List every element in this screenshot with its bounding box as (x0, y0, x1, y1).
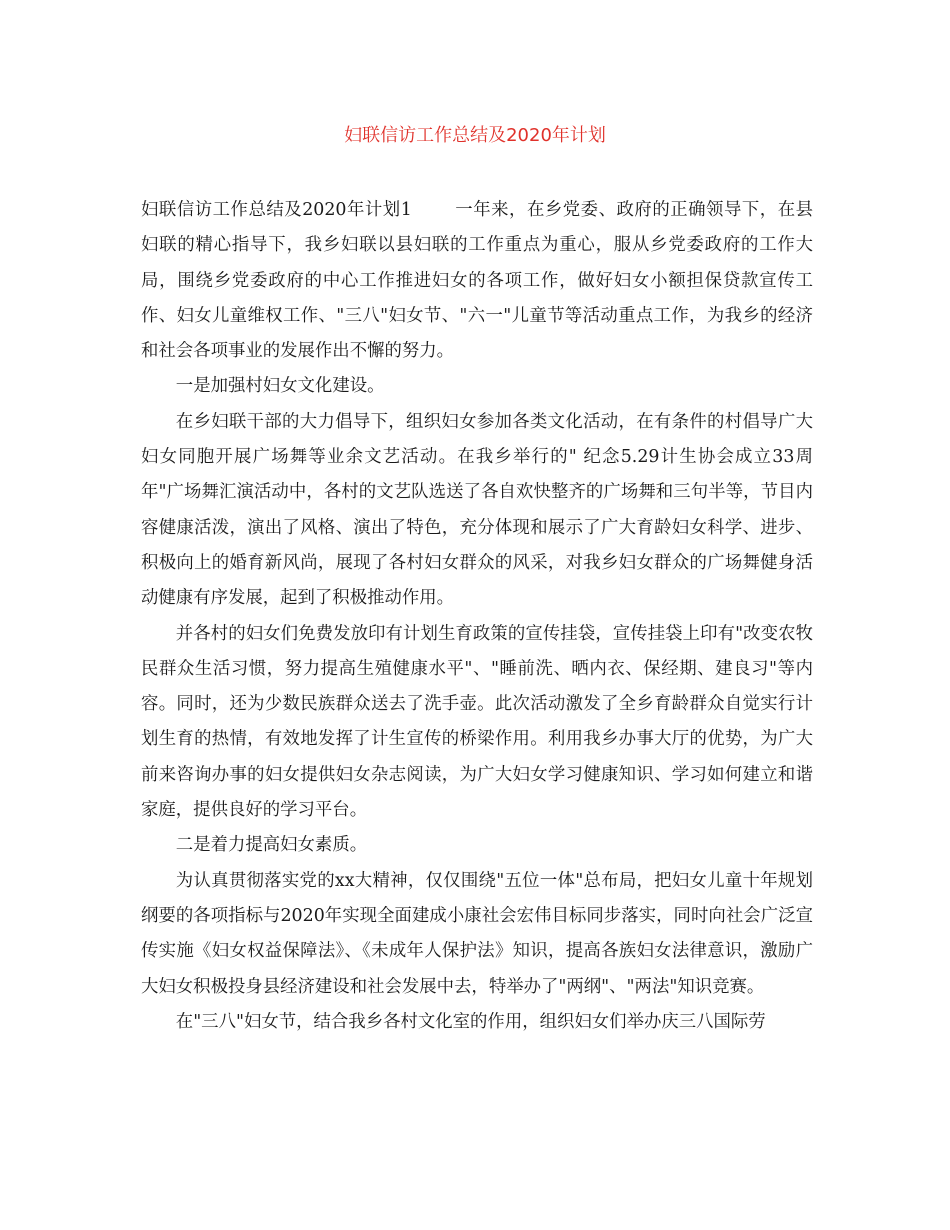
paragraph: 并各村的妇女们免费发放印有计划生育政策的宣传挂袋，宣传挂袋上印有"改变农牧民群众生活习惯，努力提高生殖健康水平"、"睡前洗、晒内衣、保经期、建良习"等内容。同时，还为少数民族群众送去了洗手壶。此次活动激发了全乡育龄群众自觉实行计划生育的热情，有效地发挥了计生宣传的桥梁作用。利用我乡办事大厅的优势，为广大前来咨询办事的妇女提供妇女杂志阅读，为广大妇女学习健康知识、学习如何建立和谐家庭，提供良好的学习平台。 (141, 623, 813, 821)
section-heading: 一是加强村妇女文化建设。 (175, 376, 385, 397)
lead-heading: 妇联信访工作总结及2020年计划1 (141, 200, 412, 220)
section-heading: 二是着力提高妇女素质。 (175, 835, 368, 856)
paragraph: 在乡妇联干部的大力倡导下，组织妇女参加各类文化活动，在有条件的村倡导广大妇女同胞开展广场舞等业余文艺活动。在我乡举行的" 纪念5.29计生协会成立33周年"广场舞汇演活动中，各村的文艺队选送了各自欢快整齐的广场舞和三句半等，节目内容健康活泼，演出了风格、演出了特色，充分体现和展示了广大育龄妇女科学、进步、积极向上的婚育新风尚，展现了各村妇女群众的风采，对我乡妇女群众的广场舞健身活动健康有序发展，起到了积极推动作用。 (141, 411, 813, 609)
lead-paragraph (141, 193, 813, 369)
paragraph: 为认真贯彻落实党的xx大精神，仅仅围绕"五位一体"总布局，把妇女儿童十年规划纲要的各项指标与2020年实现全面建成小康社会宏伟目标同步落实，同时向社会广泛宣传实施《妇女权益保障法》、《未成年人保护法》知识，提高各族妇女法律意识，激励广大妇女积极投身县经济建设和社会发展中去，特举办了"两纲"、"两法"知识竞赛。 (141, 870, 813, 997)
document-body (141, 193, 813, 1040)
paragraph: 在"三八"妇女节，结合我乡各村文化室的作用，组织妇女们举办庆三八国际劳 (175, 1011, 766, 1032)
document-title: 妇联信访工作总结及2020年计划 (344, 125, 606, 146)
paragraph-text: 一年来，在乡党委、政府的正确领导下，在县妇联的精心指导下，我乡妇联以县妇联的工作重点为重心，服从乡党委政府的工作大局，围绕乡党委政府的中心工作推进妇女的各项工作，做好妇女小额担保贷款宣传工作、妇女儿童维权工作、"三八"妇女节、"六一"儿童节等活动重点工作，为我乡的经济和社会各项事业的发展作出不懈的努力。 (141, 200, 813, 362)
